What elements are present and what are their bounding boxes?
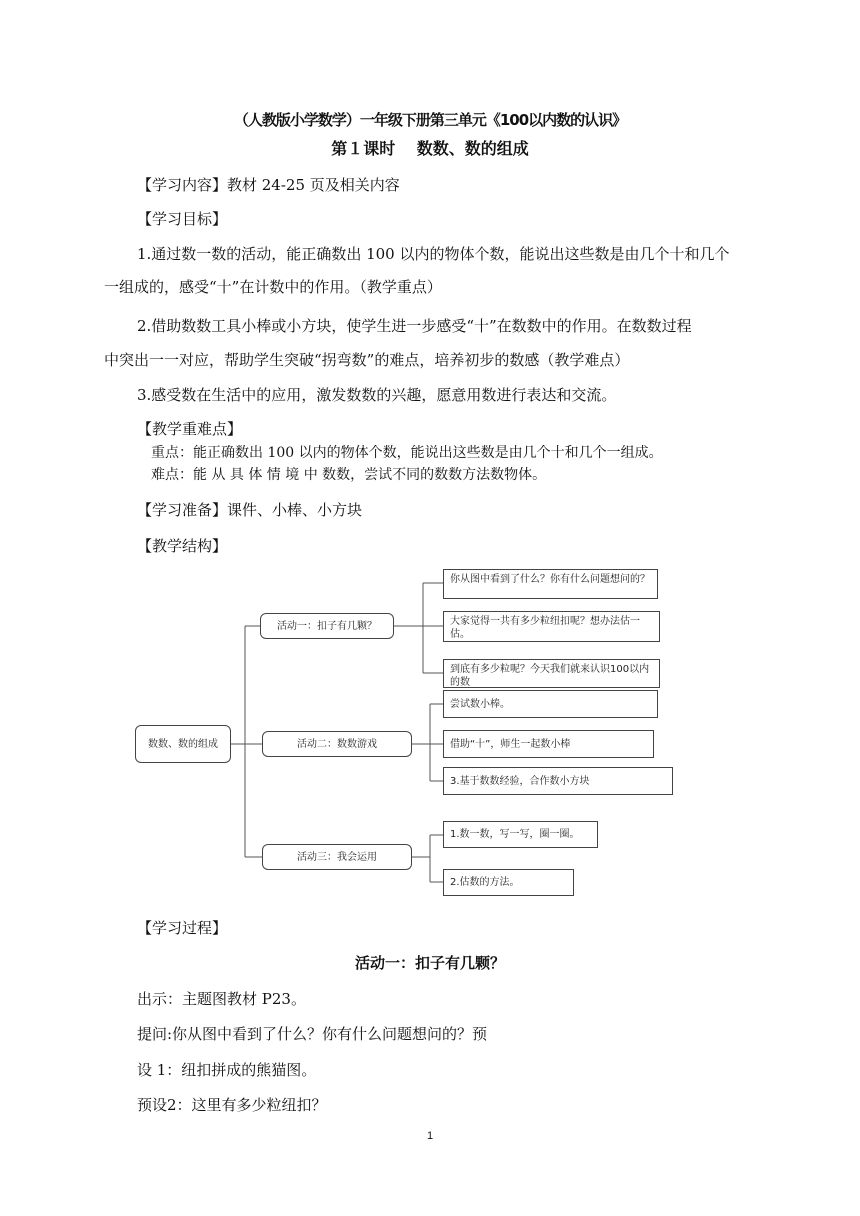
process-line-2: 提问:你从图中看到了什么？你有什么问题想问的？预 [137,1025,488,1043]
process-line-3: 设 1：纽扣拼成的熊猫图。 [137,1061,317,1079]
document-title: （人教版小学数学）一年级下册第三单元《100以内数的认识》 [233,111,627,129]
activity-2-item-1: 尝试数小棒。 [443,690,658,718]
structure-heading: 【教学结构】 [137,537,228,555]
key-point: 重点：能正确数出 100 以内的物体个数，能说出这些数是由几个十和几个一组成。 [151,445,663,461]
difficult-point: 难点：能 从 具 体 情 境 中 数数，尝试不同的数数方法数物体。 [151,467,547,483]
goal-2-line-a: 2.借助数数工具小棒或小方块，使学生进一步感受“十”在数数中的作用。在数数过程 [137,317,692,335]
activity-2-node: 活动二：数数游戏 [262,731,412,757]
goals-heading: 【学习目标】 [137,210,228,228]
keypoints-heading: 【教学重难点】 [137,420,243,438]
page-number: 1 [426,1130,434,1142]
activity-3-node: 活动三：我会运用 [262,844,412,870]
activity-1-item-2: 大家觉得一共有多少粒纽扣呢？想办法估一估。 [443,611,660,642]
goal-1-line-b: 一组成的，感受“十”在计数中的作用。（教学重点） [104,278,442,296]
goal-1-line-a: 1.通过数一数的活动，能正确数出 100 以内的物体个数，能说出这些数是由几个十和几个 [137,245,730,263]
process-line-4: 预设2：这里有多少粒纽扣？ [137,1096,327,1114]
goal-3: 3.感受数在生活中的应用，激发数数的兴趣，愿意用数进行表达和交流。 [137,386,617,404]
activity-2-item-2: 借助“十”，师生一起数小棒 [443,730,654,758]
process-line-1: 出示：主题图教材 P23。 [137,990,306,1008]
prep-line: 【学习准备】课件、小棒、小方块 [137,501,363,519]
activity-3-item-2: 2.估数的方法。 [443,869,574,896]
activity-1-item-3: 到底有多少粒呢？今天我们就来认识100以内的数 [443,659,660,688]
process-heading: 【学习过程】 [137,919,228,937]
activity-3-item-1: 1.数一数，写一写，圈一圈。 [443,821,598,848]
activity-1-node: 活动一：扣子有几颗？ [260,613,394,639]
activity-2-item-3: 3.基于数数经验，合作数小方块 [443,767,673,795]
root-node: 数数、数的组成 [135,725,231,763]
goal-2-line-b: 中突出一一对应，帮助学生突破“拐弯数”的难点，培养初步的数感（教学难点） [104,351,630,369]
activity-1-item-1: 你从图中看到了什么？你有什么问题想问的？ [443,569,658,599]
content-line: 【学习内容】教材 24-25 页及相关内容 [137,176,400,194]
lesson-title: 第１课时 数数、数的组成 [331,139,529,158]
activity-1-title: 活动一：扣子有几颗？ [354,954,505,972]
